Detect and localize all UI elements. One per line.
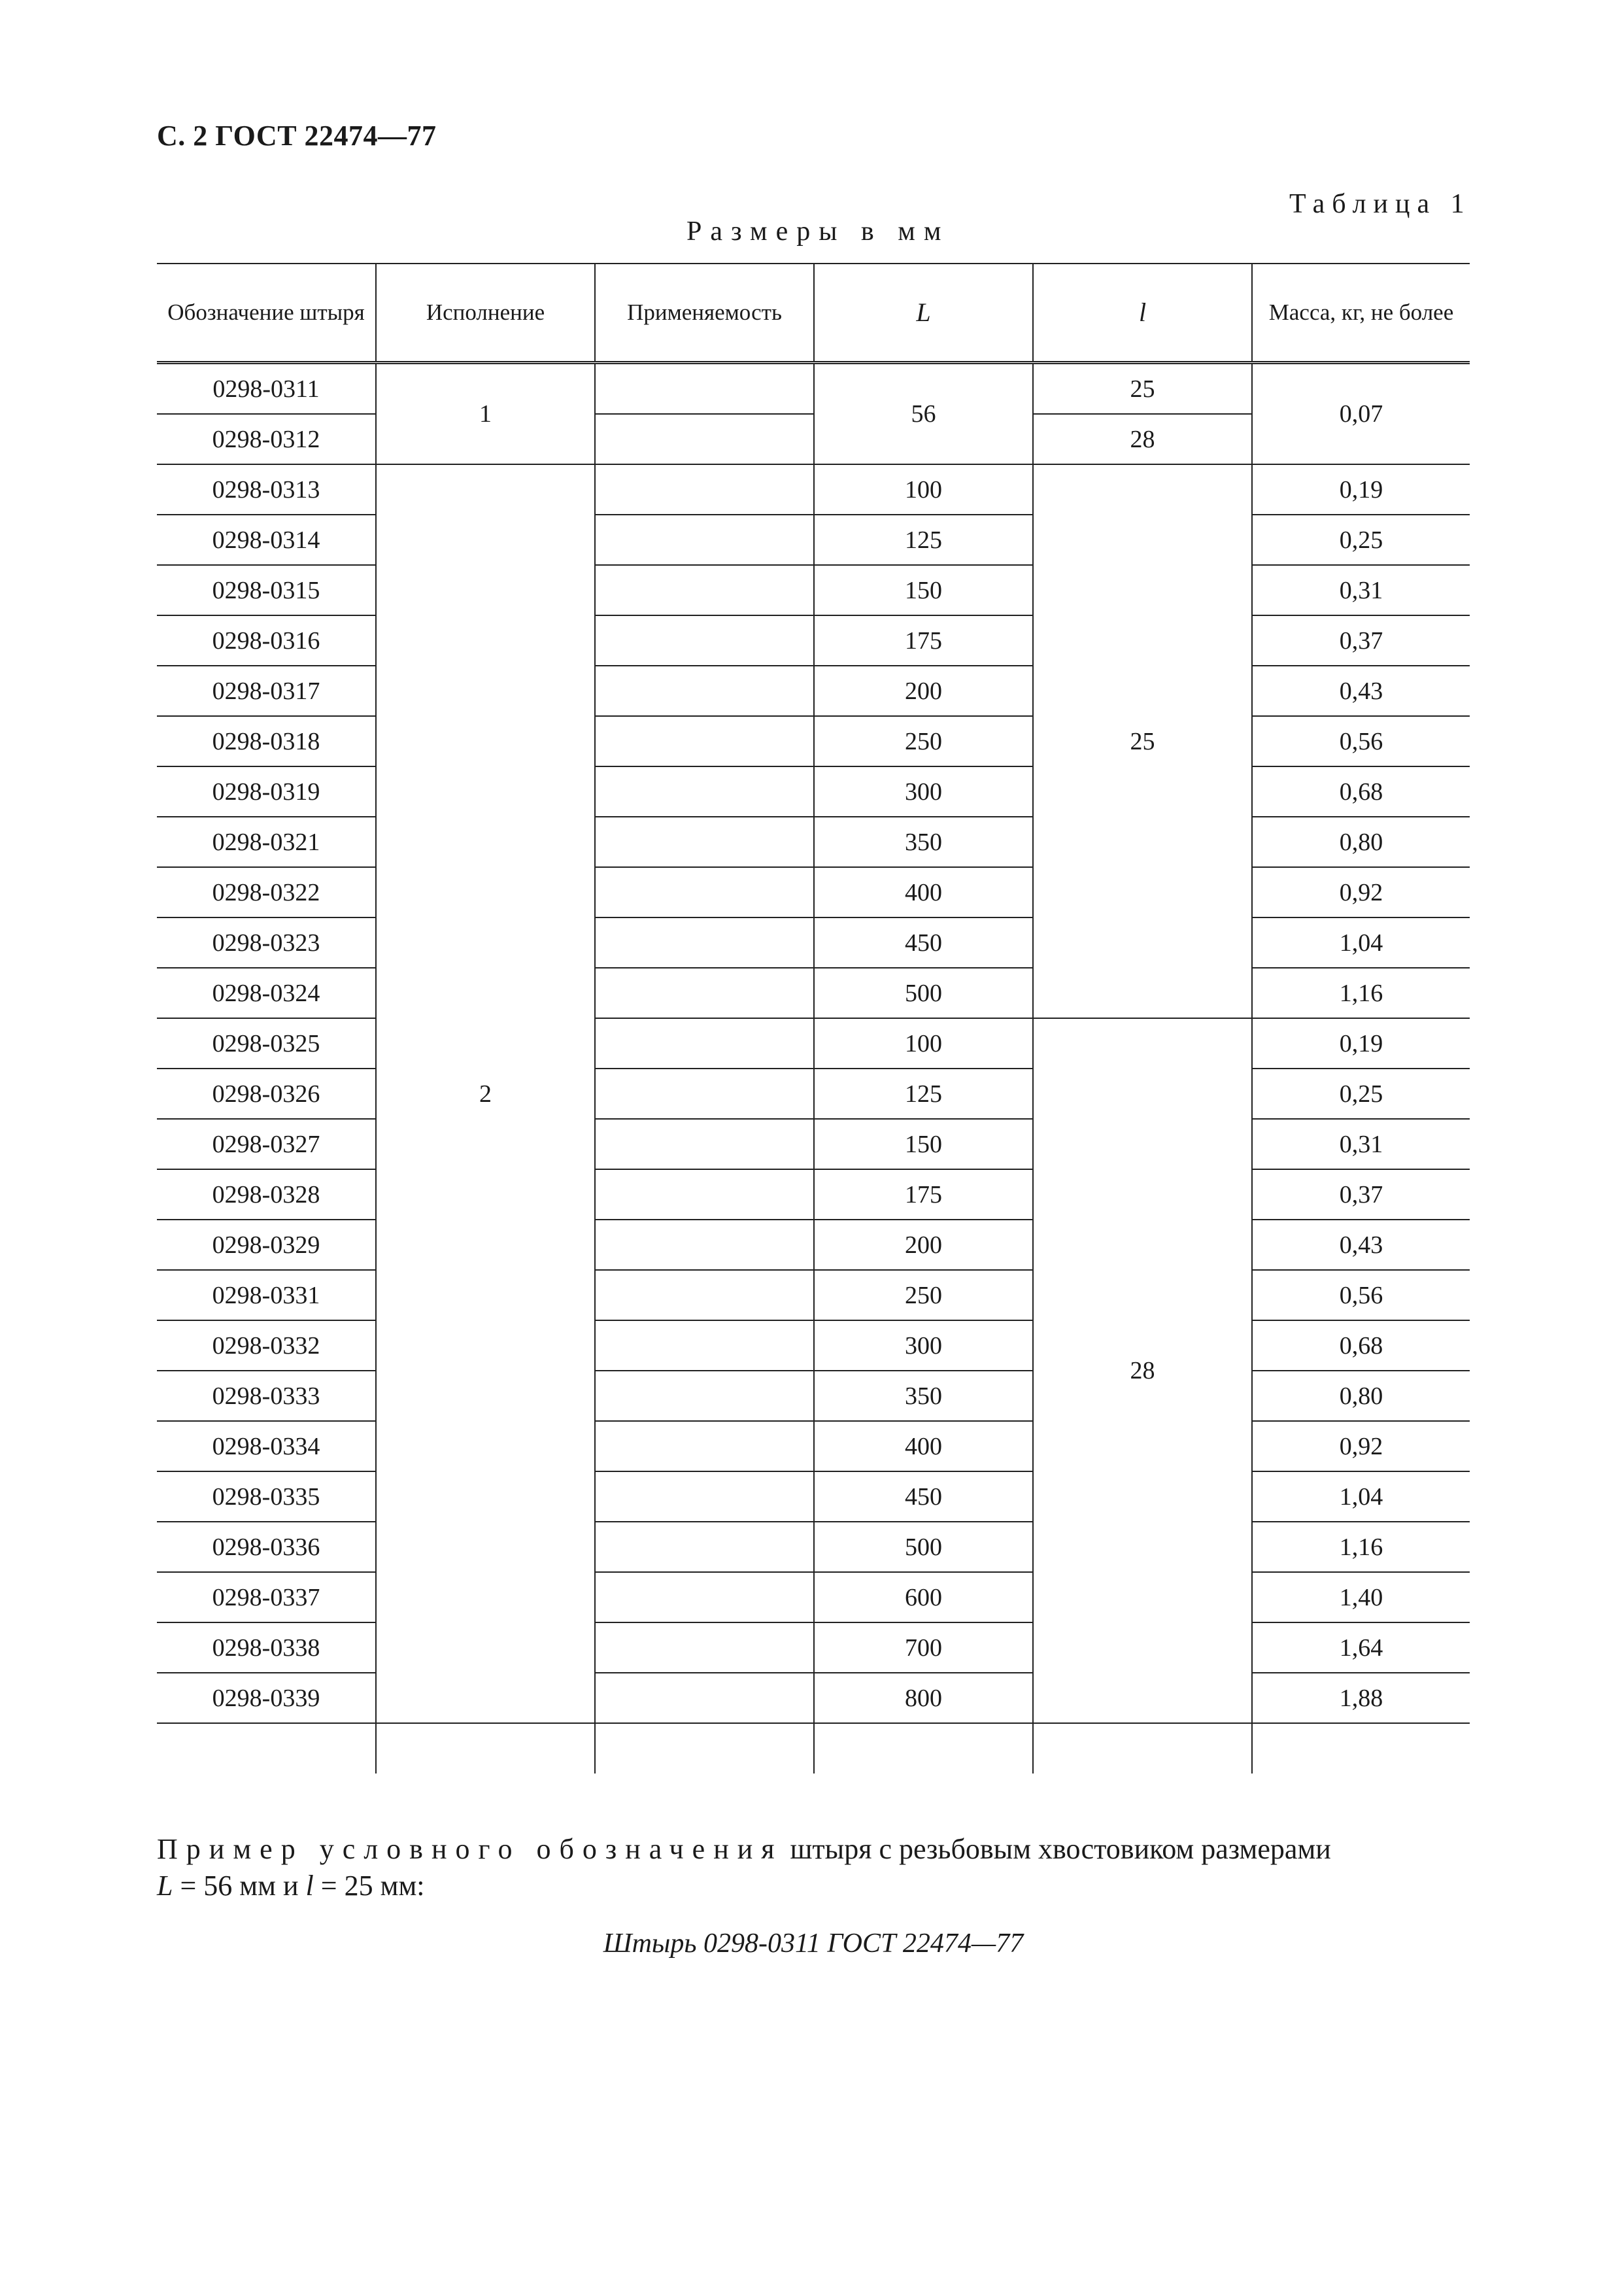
cell-mass: 0,19 (1252, 1018, 1470, 1069)
header-mass: Масса, кг, не более (1252, 264, 1470, 363)
table-row (157, 1119, 1470, 1169)
cell-designation: 0298-0325 (157, 1018, 376, 1069)
cell-designation: 0298-0323 (157, 917, 376, 968)
header-designation: Обозначение штыря (157, 264, 376, 363)
table-row (157, 1169, 1470, 1220)
cell-length-L: 56 (814, 363, 1033, 465)
table-number-label: Таблица 1 (1289, 189, 1472, 219)
units-label: Размеры в мм (686, 216, 950, 247)
table-row (157, 917, 1470, 968)
table-row (157, 867, 1470, 917)
cell-mass: 0,37 (1252, 1169, 1470, 1220)
cell-applicability (595, 1572, 814, 1622)
example-symbol-L: L (157, 1870, 173, 1902)
example-designation: Штырь 0298-0311 ГОСТ 22474—77 (603, 1928, 1024, 1959)
cell-designation: 0298-0328 (157, 1169, 376, 1220)
empty-cell (157, 1723, 376, 1773)
empty-cell (376, 1723, 595, 1773)
cell-designation: 0298-0318 (157, 716, 376, 766)
table-row (157, 1673, 1470, 1723)
cell-length-L: 100 (814, 1018, 1033, 1069)
cell-designation: 0298-0326 (157, 1069, 376, 1119)
cell-applicability (595, 1069, 814, 1119)
table-filler-row (157, 1723, 1470, 1773)
cell-length-L: 300 (814, 766, 1033, 817)
cell-length-L: 500 (814, 968, 1033, 1018)
cell-designation: 0298-0333 (157, 1371, 376, 1421)
cell-length-L: 100 (814, 464, 1033, 515)
cell-length-L: 125 (814, 1069, 1033, 1119)
table-row (157, 363, 1470, 415)
cell-length-L: 175 (814, 615, 1033, 666)
cell-mass: 0,07 (1252, 363, 1470, 465)
cell-applicability (595, 363, 814, 415)
table-row (157, 1522, 1470, 1572)
cell-designation: 0298-0331 (157, 1270, 376, 1320)
cell-length-L: 250 (814, 1270, 1033, 1320)
cell-designation: 0298-0311 (157, 363, 376, 415)
empty-cell (595, 1723, 814, 1773)
cell-applicability (595, 666, 814, 716)
cell-mass: 1,16 (1252, 968, 1470, 1018)
table-row (157, 515, 1470, 565)
table-row (157, 1421, 1470, 1471)
cell-mass: 0,37 (1252, 615, 1470, 666)
cell-applicability (595, 1371, 814, 1421)
cell-applicability (595, 1421, 814, 1471)
cell-mass: 0,25 (1252, 515, 1470, 565)
cell-length-l: 28 (1033, 1018, 1252, 1723)
cell-applicability (595, 1471, 814, 1522)
cell-designation: 0298-0315 (157, 565, 376, 615)
cell-applicability (595, 817, 814, 867)
cell-applicability (595, 414, 814, 464)
cell-designation: 0298-0324 (157, 968, 376, 1018)
cell-length-L: 300 (814, 1320, 1033, 1371)
table-row (157, 1270, 1470, 1320)
cell-length-L: 125 (814, 515, 1033, 565)
cell-mass: 0,68 (1252, 766, 1470, 817)
cell-designation: 0298-0314 (157, 515, 376, 565)
cell-mass: 0,80 (1252, 817, 1470, 867)
cell-mass: 1,64 (1252, 1622, 1470, 1673)
cell-designation: 0298-0316 (157, 615, 376, 666)
cell-designation: 0298-0317 (157, 666, 376, 716)
cell-length-L: 200 (814, 666, 1033, 716)
cell-mass: 0,92 (1252, 867, 1470, 917)
cell-designation: 0298-0332 (157, 1320, 376, 1371)
table-row (157, 1220, 1470, 1270)
cell-designation: 0298-0338 (157, 1622, 376, 1673)
cell-length-L: 700 (814, 1622, 1033, 1673)
table-row (157, 817, 1470, 867)
header-length-l: l (1033, 264, 1252, 363)
table-row (157, 464, 1470, 515)
cell-designation: 0298-0329 (157, 1220, 376, 1270)
cell-length-L: 600 (814, 1572, 1033, 1622)
empty-cell (1252, 1723, 1470, 1773)
cell-designation: 0298-0335 (157, 1471, 376, 1522)
cell-mass: 1,16 (1252, 1522, 1470, 1572)
cell-mass: 1,40 (1252, 1572, 1470, 1622)
table-header-row (157, 264, 1470, 363)
cell-applicability (595, 1320, 814, 1371)
cell-length-L: 150 (814, 1119, 1033, 1169)
cell-version: 2 (376, 464, 595, 1723)
cell-length-l: 25 (1033, 363, 1252, 415)
cell-applicability (595, 565, 814, 615)
cell-applicability (595, 1169, 814, 1220)
table-row (157, 565, 1470, 615)
cell-applicability (595, 1673, 814, 1723)
cell-length-L: 350 (814, 1371, 1033, 1421)
header-length-L: L (814, 264, 1033, 363)
page-header: С. 2 ГОСТ 22474—77 (157, 120, 437, 152)
cell-designation: 0298-0336 (157, 1522, 376, 1572)
cell-applicability (595, 1522, 814, 1572)
cell-applicability (595, 716, 814, 766)
cell-designation: 0298-0312 (157, 414, 376, 464)
cell-applicability (595, 1119, 814, 1169)
table-row (157, 968, 1470, 1018)
table-row (157, 716, 1470, 766)
cell-designation: 0298-0339 (157, 1673, 376, 1723)
cell-length-L: 400 (814, 867, 1033, 917)
cell-mass: 0,43 (1252, 666, 1470, 716)
cell-mass: 1,04 (1252, 1471, 1470, 1522)
cell-mass: 0,43 (1252, 1220, 1470, 1270)
table-body (157, 363, 1470, 1774)
cell-mass: 0,31 (1252, 565, 1470, 615)
cell-applicability (595, 515, 814, 565)
cell-length-L: 400 (814, 1421, 1033, 1471)
cell-length-l: 25 (1033, 464, 1252, 1018)
cell-length-L: 450 (814, 1471, 1033, 1522)
cell-applicability (595, 968, 814, 1018)
table-row (157, 1371, 1470, 1421)
dimensions-table (157, 263, 1470, 1773)
cell-mass: 0,56 (1252, 716, 1470, 766)
table-row (157, 1320, 1470, 1371)
header-applicability: Применяемость (595, 264, 814, 363)
cell-mass: 0,80 (1252, 1371, 1470, 1421)
cell-applicability (595, 464, 814, 515)
cell-applicability (595, 615, 814, 666)
table-row (157, 766, 1470, 817)
cell-length-L: 450 (814, 917, 1033, 968)
cell-length-L: 500 (814, 1522, 1033, 1572)
example-paragraph (157, 1831, 1470, 1904)
cell-designation: 0298-0321 (157, 817, 376, 867)
table-row (157, 1572, 1470, 1622)
cell-mass: 0,31 (1252, 1119, 1470, 1169)
cell-designation: 0298-0337 (157, 1572, 376, 1622)
cell-designation: 0298-0322 (157, 867, 376, 917)
header-version: Исполнение (376, 264, 595, 363)
cell-length-L: 150 (814, 565, 1033, 615)
cell-applicability (595, 1622, 814, 1673)
cell-applicability (595, 766, 814, 817)
cell-applicability (595, 1270, 814, 1320)
cell-mass: 0,92 (1252, 1421, 1470, 1471)
table-row (157, 1622, 1470, 1673)
cell-length-L: 800 (814, 1673, 1033, 1723)
cell-mass: 0,56 (1252, 1270, 1470, 1320)
cell-applicability (595, 867, 814, 917)
example-symbol-l: l (305, 1870, 314, 1902)
cell-designation: 0298-0319 (157, 766, 376, 817)
cell-applicability (595, 917, 814, 968)
cell-mass: 1,88 (1252, 1673, 1470, 1723)
cell-length-L: 250 (814, 716, 1033, 766)
cell-designation: 0298-0327 (157, 1119, 376, 1169)
table-row (157, 1471, 1470, 1522)
cell-designation: 0298-0313 (157, 464, 376, 515)
table-row (157, 615, 1470, 666)
empty-cell (1033, 1723, 1252, 1773)
cell-length-L: 200 (814, 1220, 1033, 1270)
cell-version: 1 (376, 363, 595, 465)
empty-cell (814, 1723, 1033, 1773)
cell-designation: 0298-0334 (157, 1421, 376, 1471)
example-text: штыря с резьбовым хвостовиком размерами (790, 1833, 1331, 1865)
cell-mass: 0,19 (1252, 464, 1470, 515)
cell-applicability (595, 1220, 814, 1270)
example-value-L: = 56 мм и (173, 1870, 306, 1902)
cell-mass: 1,04 (1252, 917, 1470, 968)
cell-length-l: 28 (1033, 414, 1252, 464)
table-row (157, 666, 1470, 716)
cell-mass: 0,25 (1252, 1069, 1470, 1119)
cell-applicability (595, 1018, 814, 1069)
example-lead: Пример условного обозначения (157, 1833, 783, 1865)
cell-length-L: 350 (814, 817, 1033, 867)
table-row (157, 1018, 1470, 1069)
cell-length-L: 175 (814, 1169, 1033, 1220)
example-value-l: = 25 мм: (313, 1870, 425, 1902)
table-row (157, 1069, 1470, 1119)
cell-mass: 0,68 (1252, 1320, 1470, 1371)
